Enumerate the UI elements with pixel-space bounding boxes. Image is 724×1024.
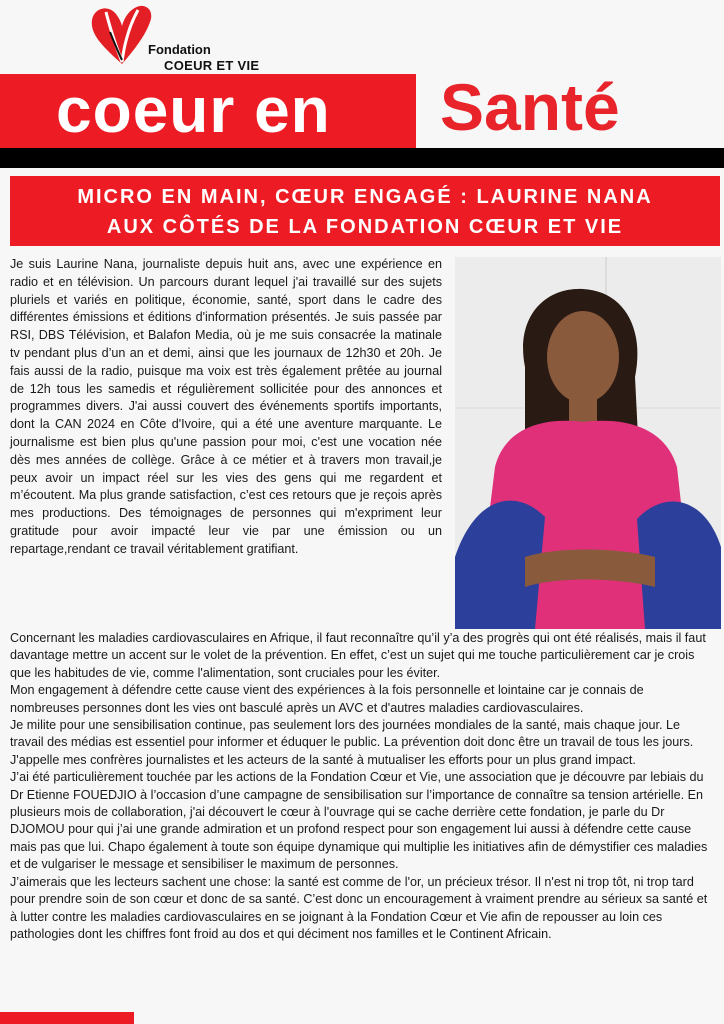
portrait-illustration	[455, 257, 721, 629]
article-headline-box	[10, 176, 720, 246]
footer-accent-bar	[0, 1012, 134, 1024]
body-paragraph: Je milite pour une sensibilisation continue, pas seulement lors des journées mondiales de la santé, mais chaque jour. Le travail des médias est essentiel pour informer et éduquer le public. La prévention doit donc être un travail de tous les jours. J'appelle mes confrères journalistes et les acteurs de la santé à mutualiser les efforts pour un plus grand impact.	[10, 718, 694, 767]
body-paragraph: Concernant les maladies cardiovasculaires en Afrique, il faut reconnaître qu’il y’a des progrès qui ont été réalisés, mais il faut davantage mettre un accent sur le volet de la prévention. En effet, c’est un sujet qui me touche particulièrement car je crois que les habitudes de vie, comme l'alimentation, sont cruciales pour les éviter.	[10, 631, 706, 680]
masthead-title-left: coeur en	[56, 74, 331, 146]
logo-text-coeur-et-vie: COEUR ET VIE	[164, 58, 260, 73]
masthead-black-band	[0, 148, 724, 168]
headline-line-1: MICRO EN MAIN, CŒUR ENGAGÉ : LAURINE NANA	[77, 186, 653, 208]
intro-paragraph: Je suis Laurine Nana, journaliste depuis huit ans, avec une expérience en radio et en télévision. Un parcours durant lequel j'ai travaillé sur des sujets pluriels et variés en politique, économie, santé, sport dans le cadre des différentes émissions et éditions d'information présentés. Je suis passée par RSI, DBS Télévision, et Balafon Media, où je me suis consacrée la matinale tv pendant plus d’un an et demi, ainsi que les journaux de 12h30 et 20h. Je fais aussi de la radio, puisque ma voix est très également prêtée au journal de 12h tous les samedis et régulièrement sollicitée pour des annonces et programmes divers. J'ai aussi couvert des événements sportifs importants, dont la CAN 2024 en Côte d'Ivoire, qui a été une aventure marquante. Le journalisme est bien plus qu'une passion pour moi, c'est une vocation née dès mes années de collège. Grâce à ce métier et à travers mon travail,je peux avoir un impact réel sur les vies des gens qui me regardent et m’écoutent. Ma plus grande satisfaction, c’est ces retours que je reçois après mes productions. Des témoignages de personnes qui m'expriment leur gratitude pour avoir impacté leur vie par une émission ou un repartage,rendant ce travail véritablement gratifiant.	[10, 257, 442, 556]
masthead-banner	[0, 70, 724, 168]
body-paragraph: J’aimerais que les lecteurs sachent une chose: la santé est comme de l'or, un précieux trésor. Il n'est ni trop tôt, ni trop tard pour prendre soin de son cœur et donc de sa santé. C’est donc un encouragement à vraiment prendre au sérieux sa santé et à lutter contre les maladies cardiovasculaires en se joignant à la Fondation Cœur et Vie afin de repousser au loin ces pathologies dont les chiffres font froid au dos et qui déciment nos familles et le Continent Africain.	[10, 874, 708, 941]
headline-line-2: AUX CÔTÉS DE LA FONDATION CŒUR ET VIE	[106, 216, 624, 238]
heart-logo-icon	[88, 2, 158, 72]
body-paragraph: J’ai été particulièrement touchée par les actions de la Fondation Cœur et Vie, une association que je découvre par lebiais du Dr Etienne FOUEDJIO à l’occasion d’une campagne de sensibilisation sur l’importance de connaître sa tension artérielle. En plusieurs mois de collaboration, j'ai découvert le cœur à l'ouvrage qui se cache derrière cette fondation, je parle du Dr DJOMOU pour qui j’ai une grande admiration et un profond respect pour son engagement lui aussi à défendre cette cause mais pas que lui. Chapo également à toute son équipe dynamique qui multiplie les initiatives afin de démystifier ces maladies et de vulgariser le message et sensibiliser le maximum de personnes.	[10, 770, 708, 872]
logo-text-fondation: Fondation	[148, 42, 211, 57]
body-paragraph: Mon engagement à défendre cette cause vient des expériences à la fois personnelle et lointaine car je connais de nombreuses personnes dont les vies ont basculé après un AVC et d'autres maladies cardiovasculaires.	[10, 683, 644, 715]
masthead-title-right: Santé	[440, 70, 620, 144]
foundation-logo	[88, 2, 268, 74]
article-headline	[10, 176, 720, 242]
article-body	[10, 630, 714, 943]
portrait-photo	[455, 257, 721, 629]
